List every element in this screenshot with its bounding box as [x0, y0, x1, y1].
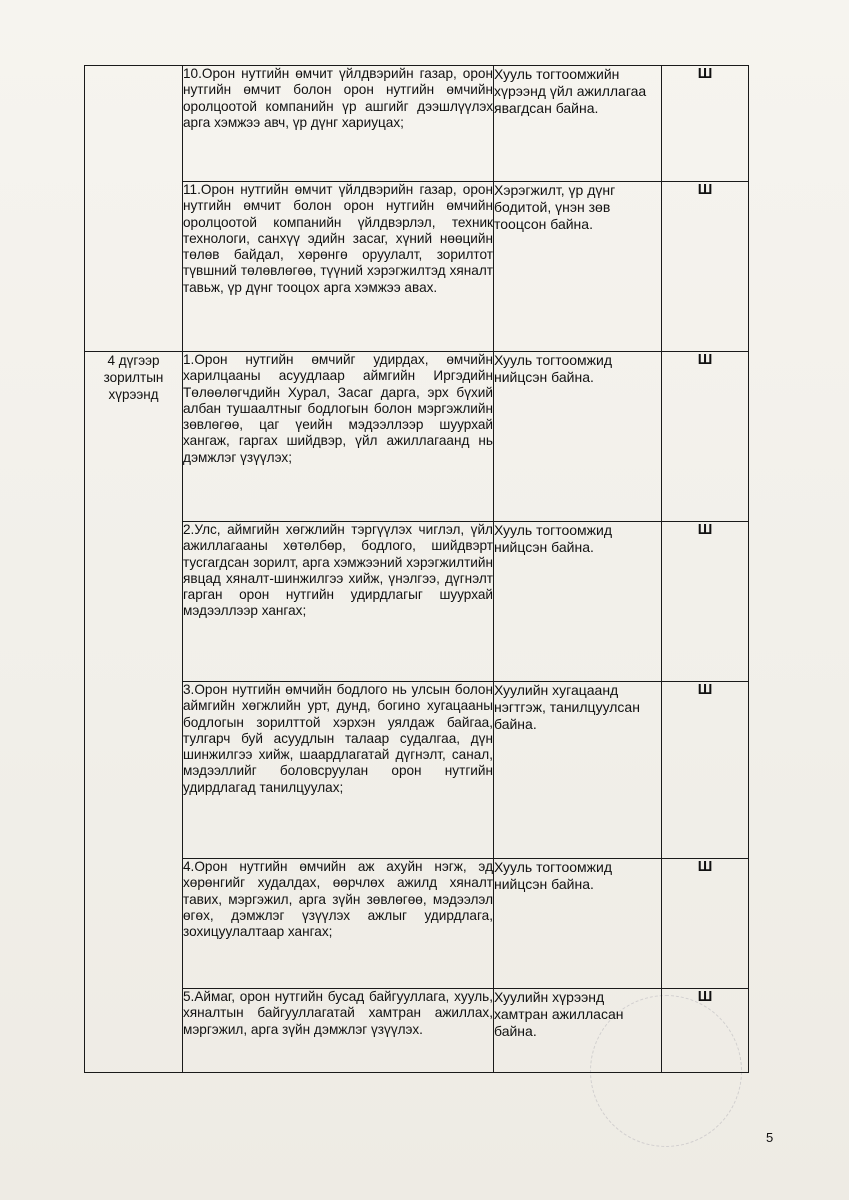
- result-cell: Хууль тогтоомжид нийцсэн байна.: [494, 352, 662, 522]
- table-row: [85, 989, 749, 1073]
- evaluation-cell: Ш: [662, 989, 749, 1073]
- activity-cell: 10.Орон нутгийн өмчит үйлдвэрийн газар, орон нутгийн өмчит болон орон нутгийн өмчийн оролцоотой компанийн үр ашгийг дээшлүүлэх арга хэмжээ авч, үр дүнг хариуцах;: [183, 66, 494, 182]
- table-row: [85, 522, 749, 682]
- goal-cell: [85, 352, 183, 1073]
- evaluation-cell: Ш: [662, 522, 749, 682]
- activity-cell: 5.Аймаг, орон нутгийн бусад байгууллага, хууль, хяналтын байгууллагатай хамтран ажиллах, мэргэжил, арга зүйн дэмжлэг үзүүлэх.: [183, 989, 494, 1073]
- result-cell: Хуулийн хүрээнд хамтран ажилласан байна.: [494, 989, 662, 1073]
- result-cell: Хэрэгжилт, үр дүнг бодитой, үнэн зөв тооцсон байна.: [494, 182, 662, 352]
- goal-cell-empty: [85, 66, 183, 352]
- table-row: [85, 859, 749, 989]
- activity-cell: 1.Орон нутгийн өмчийг удирдах, өмчийн харилцааны асуудлаар аймгийн Иргэдийн Төлөөлөгчдийн Хурал, Засаг дарга, эрх бүхий албан тушаалтныг бодлогын болон мэргэжлийн зөвлөгөө, цаг үеийн мэдээллээр шуурхай хангаж, гаргах шийдвэр, үйл ажиллагаанд нь дэмжлэг үзүүлэх;: [183, 352, 494, 522]
- evaluation-cell: Ш: [662, 352, 749, 522]
- activity-cell: 3.Орон нутгийн өмчийн бодлого нь улсын болон аймгийн хөгжлийн урт, дунд, богино хугацааны бодлогын зорилттой хэрхэн уялдаж байгаа, тулгарч буй асуудлын талаар судалгаа, дүн шинжилгээ хийж, шаардлагатай дүгнэлт, санал, мэдээллийг боловсруулан орон нутгийн удирдлагад танилцуулах;: [183, 682, 494, 859]
- activity-cell: 11.Орон нутгийн өмчит үйлдвэрийн газар, орон нутгийн өмчит болон орон нутгийн өмчийн оролцоотой компанийн үйлдвэрлэл, техник технологи, санхүү эдийн засаг, хүний нөөцийн төлөв байдал, хөрөнгө оруулалт, зорилтот түвшний төлөвлөгөө, түүний хэрэгжилтэд хяналт тавьж, үр дүнг тооцох арга хэмжээ авах.: [183, 182, 494, 352]
- evaluation-cell: Ш: [662, 682, 749, 859]
- result-cell: Хууль тогтоомжийн хүрээнд үйл ажиллагаа явагдсан байна.: [494, 66, 662, 182]
- activity-cell: 2.Улс, аймгийн хөгжлийн тэргүүлэх чиглэл, үйл ажиллагааны хөтөлбөр, бодлого, шийдвэрт тусгагдсан зорилт, арга хэмжээний хэрэгжилтийн явцад хяналт-шинжилгээ хийж, үнэлгээ, дүгнэлт гарган орон нутгийн удирдлагыг шуурхай мэдээллээр хангах;: [183, 522, 494, 682]
- evaluation-cell: Ш: [662, 66, 749, 182]
- table-row: [85, 682, 749, 859]
- evaluation-cell: Ш: [662, 859, 749, 989]
- table-row: [85, 182, 749, 352]
- plan-table: [84, 65, 749, 1073]
- table-row: [85, 352, 749, 522]
- evaluation-cell: Ш: [662, 182, 749, 352]
- result-cell: Хууль тогтоомжид нийцсэн байна.: [494, 522, 662, 682]
- table-row: [85, 66, 749, 182]
- activity-cell: 4.Орон нутгийн өмчийн аж ахуйн нэгж, эд хөрөнгийг худалдах, өөрчлөх ажилд хяналт тавих, мэргэжил, арга зүйн зөвлөгөө, мэдээлэл өгөх, дэмжлэг үзүүлэх ажлыг удирдлага, зохицуулалтаар хангах;: [183, 859, 494, 989]
- result-cell: Хуулийн хугацаанд нэгтгэж, танилцуулсан байна.: [494, 682, 662, 859]
- page-number: 5: [766, 1130, 774, 1145]
- goal-label: 4 дүгээр зорилтын хүрээнд: [103, 353, 164, 402]
- result-cell: Хууль тогтоомжид нийцсэн байна.: [494, 859, 662, 989]
